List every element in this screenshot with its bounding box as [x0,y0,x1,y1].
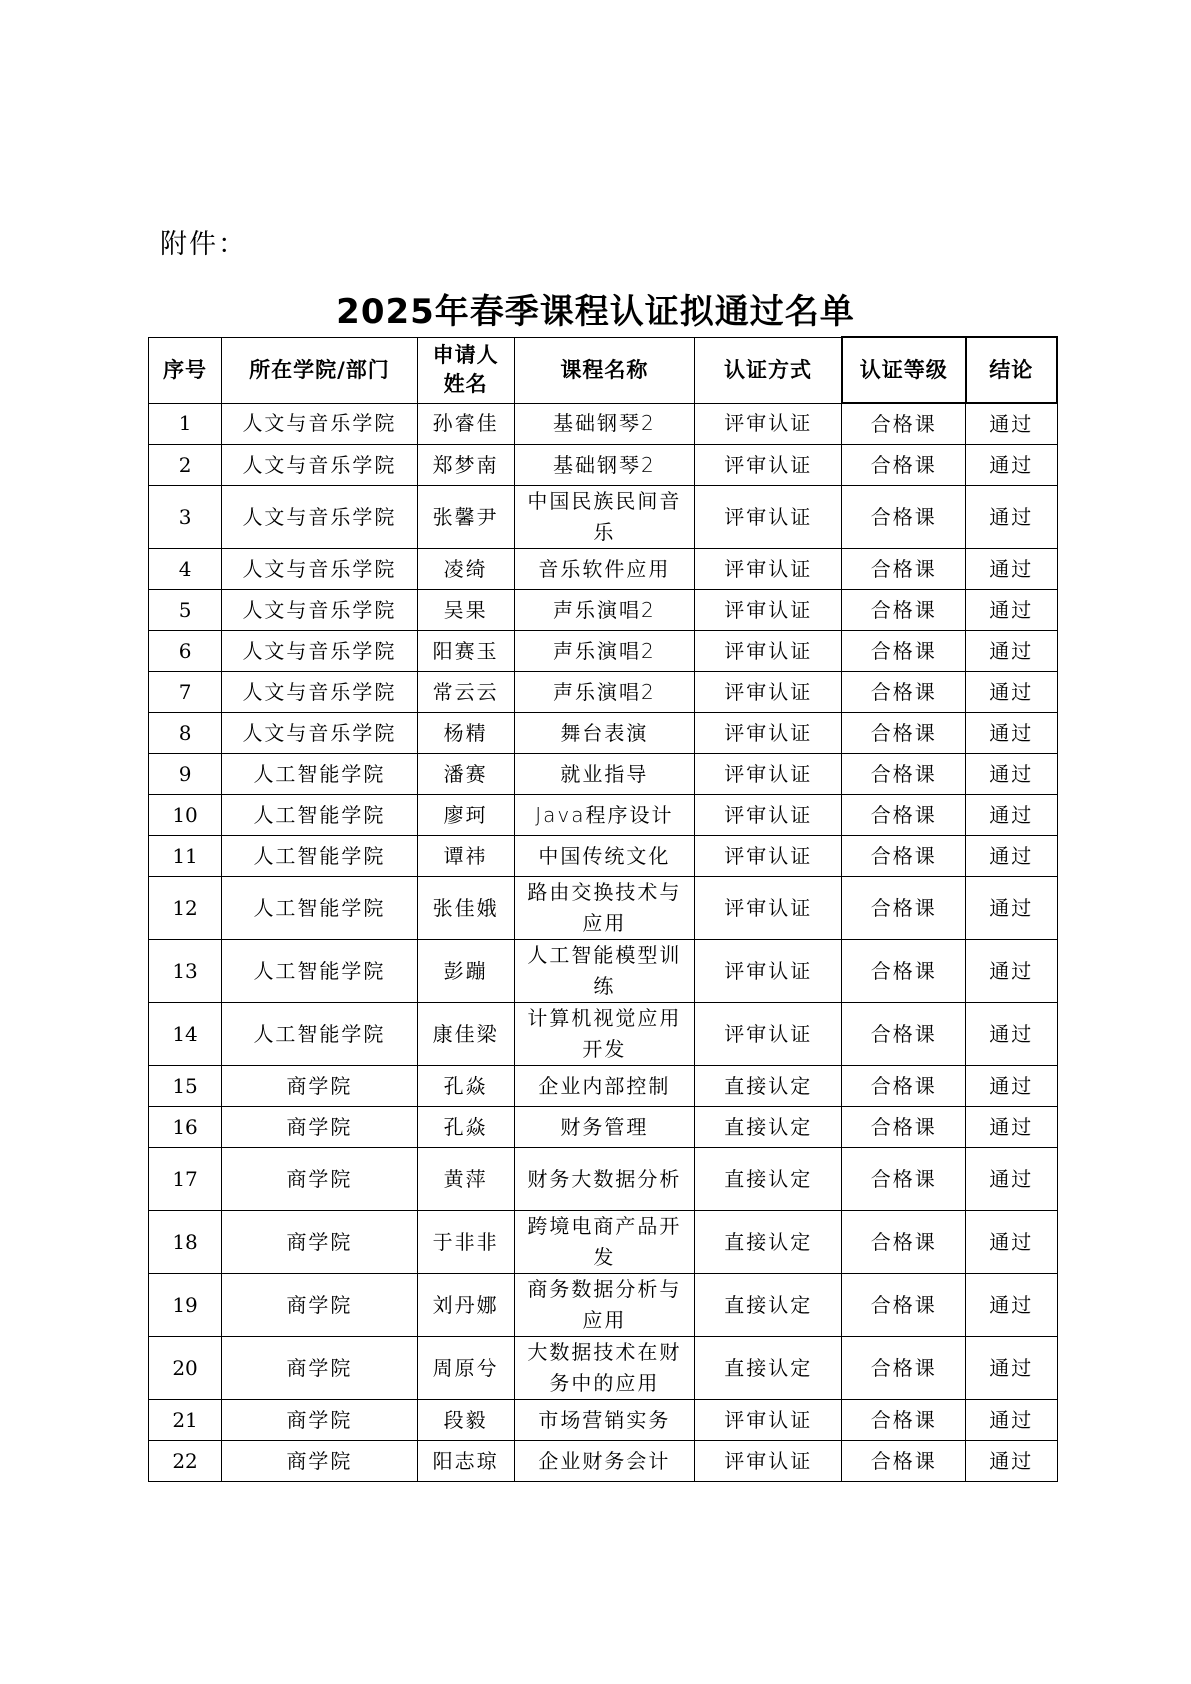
cell-course: 声乐演唱2 [514,590,695,631]
cell-applicant: 周原兮 [417,1337,514,1400]
cell-method: 评审认证 [695,795,842,836]
cell-course: 市场营销实务 [514,1400,695,1441]
cell-serial: 21 [149,1400,222,1441]
cell-method: 评审认证 [695,486,842,549]
table-row [149,486,1058,549]
table-row [149,713,1058,754]
table-row [149,754,1058,795]
table-row [149,795,1058,836]
cell-serial: 6 [149,631,222,672]
cell-college: 人工智能学院 [222,940,418,1003]
cell-result: 通过 [966,486,1057,549]
cell-course: 基础钢琴2 [514,445,695,486]
table-row [149,403,1058,445]
cell-college: 人工智能学院 [222,877,418,940]
table-row [149,1003,1058,1066]
cell-college: 人文与音乐学院 [222,713,418,754]
cell-course: Java程序设计 [514,795,695,836]
cell-course: 大数据技术在财务中的应用 [514,1337,695,1400]
cell-serial: 7 [149,672,222,713]
cell-level: 合格课 [842,1107,966,1148]
cell-result: 通过 [966,1337,1057,1400]
cell-applicant: 常云云 [417,672,514,713]
cell-applicant: 廖珂 [417,795,514,836]
table-header-row [149,337,1058,403]
cell-college: 人文与音乐学院 [222,631,418,672]
header-level: 认证等级 [842,337,966,403]
cell-method: 评审认证 [695,1003,842,1066]
cell-method: 评审认证 [695,631,842,672]
cell-method: 评审认证 [695,549,842,590]
table-row [149,590,1058,631]
cell-serial: 20 [149,1337,222,1400]
table-body [149,403,1058,1482]
cell-applicant: 孔焱 [417,1066,514,1107]
cell-serial: 14 [149,1003,222,1066]
cell-level: 合格课 [842,486,966,549]
cell-method: 评审认证 [695,403,842,445]
table-row [149,1337,1058,1400]
cell-level: 合格课 [842,795,966,836]
cell-serial: 3 [149,486,222,549]
cell-course: 就业指导 [514,754,695,795]
table-row [149,1274,1058,1337]
cell-result: 通过 [966,590,1057,631]
header-serial: 序号 [149,337,222,403]
cell-college: 人文与音乐学院 [222,672,418,713]
table-row [149,1148,1058,1211]
cell-course: 计算机视觉应用开发 [514,1003,695,1066]
cell-serial: 18 [149,1211,222,1274]
cell-result: 通过 [966,631,1057,672]
cell-result: 通过 [966,754,1057,795]
cell-course: 企业内部控制 [514,1066,695,1107]
cell-result: 通过 [966,1066,1057,1107]
cell-course: 路由交换技术与应用 [514,877,695,940]
cell-applicant: 凌绮 [417,549,514,590]
cell-level: 合格课 [842,1003,966,1066]
cell-course: 中国民族民间音乐 [514,486,695,549]
cell-applicant: 于非非 [417,1211,514,1274]
table-row [149,1211,1058,1274]
cell-applicant: 彭蹦 [417,940,514,1003]
cell-applicant: 孔焱 [417,1107,514,1148]
table-row [149,1441,1058,1482]
cell-method: 直接认定 [695,1148,842,1211]
cell-college: 人工智能学院 [222,754,418,795]
cell-college: 人文与音乐学院 [222,403,418,445]
cell-method: 评审认证 [695,713,842,754]
cell-result: 通过 [966,1003,1057,1066]
certification-table [148,336,1058,1482]
cell-result: 通过 [966,445,1057,486]
cell-result: 通过 [966,672,1057,713]
table-row [149,940,1058,1003]
attachment-label: 附件： [160,229,247,260]
cell-course: 基础钢琴2 [514,403,695,445]
header-method: 认证方式 [695,337,842,403]
cell-course: 财务管理 [514,1107,695,1148]
cell-level: 合格课 [842,403,966,445]
cell-level: 合格课 [842,1400,966,1441]
cell-level: 合格课 [842,445,966,486]
cell-serial: 1 [149,403,222,445]
cell-applicant: 刘丹娜 [417,1274,514,1337]
cell-course: 声乐演唱2 [514,672,695,713]
cell-applicant: 张馨尹 [417,486,514,549]
cell-method: 直接认定 [695,1337,842,1400]
table-row [149,1107,1058,1148]
header-course: 课程名称 [514,337,695,403]
cell-serial: 16 [149,1107,222,1148]
cell-level: 合格课 [842,1274,966,1337]
cell-serial: 8 [149,713,222,754]
cell-level: 合格课 [842,631,966,672]
cell-serial: 22 [149,1441,222,1482]
cell-serial: 2 [149,445,222,486]
cell-college: 商学院 [222,1066,418,1107]
cell-level: 合格课 [842,590,966,631]
cell-level: 合格课 [842,1441,966,1482]
cell-applicant: 阳赛玉 [417,631,514,672]
cell-level: 合格课 [842,1066,966,1107]
cell-result: 通过 [966,877,1057,940]
cell-college: 人文与音乐学院 [222,445,418,486]
cell-course: 商务数据分析与应用 [514,1274,695,1337]
cell-college: 人工智能学院 [222,1003,418,1066]
cell-method: 直接认定 [695,1211,842,1274]
cell-applicant: 孙睿佳 [417,403,514,445]
cell-result: 通过 [966,1441,1057,1482]
cell-result: 通过 [966,795,1057,836]
table-row [149,1400,1058,1441]
header-college: 所在学院/部门 [222,337,418,403]
cell-result: 通过 [966,940,1057,1003]
cell-applicant: 潘赛 [417,754,514,795]
table-row [149,445,1058,486]
cell-applicant: 谭祎 [417,836,514,877]
cell-result: 通过 [966,1274,1057,1337]
cell-serial: 17 [149,1148,222,1211]
cell-serial: 15 [149,1066,222,1107]
cell-result: 通过 [966,1148,1057,1211]
cell-college: 人文与音乐学院 [222,590,418,631]
table-row [149,631,1058,672]
cell-method: 直接认定 [695,1066,842,1107]
cell-course: 财务大数据分析 [514,1148,695,1211]
cell-method: 评审认证 [695,836,842,877]
cell-course: 声乐演唱2 [514,631,695,672]
cell-applicant: 段毅 [417,1400,514,1441]
cell-applicant: 阳志琼 [417,1441,514,1482]
cell-level: 合格课 [842,940,966,1003]
table-row [149,877,1058,940]
cell-college: 人工智能学院 [222,836,418,877]
cell-course: 舞台表演 [514,713,695,754]
header-applicant: 申请人姓名 [417,337,514,403]
cell-serial: 9 [149,754,222,795]
cell-course: 跨境电商产品开发 [514,1211,695,1274]
cell-method: 评审认证 [695,877,842,940]
cell-method: 评审认证 [695,1441,842,1482]
cell-college: 商学院 [222,1337,418,1400]
cell-applicant: 康佳梁 [417,1003,514,1066]
table-row [149,836,1058,877]
cell-result: 通过 [966,403,1057,445]
cell-college: 商学院 [222,1400,418,1441]
cell-method: 评审认证 [695,1400,842,1441]
cell-serial: 12 [149,877,222,940]
table-row [149,1066,1058,1107]
table-row [149,549,1058,590]
document-title: 2025年春季课程认证拟通过名单 [336,292,855,332]
cell-course: 企业财务会计 [514,1441,695,1482]
cell-result: 通过 [966,713,1057,754]
cell-college: 商学院 [222,1148,418,1211]
cell-applicant: 郑梦南 [417,445,514,486]
cell-college: 商学院 [222,1211,418,1274]
cell-course: 音乐软件应用 [514,549,695,590]
cell-result: 通过 [966,1107,1057,1148]
cell-applicant: 黄萍 [417,1148,514,1211]
cell-result: 通过 [966,1400,1057,1441]
cell-college: 人文与音乐学院 [222,486,418,549]
cell-college: 商学院 [222,1274,418,1337]
cell-level: 合格课 [842,713,966,754]
cell-method: 直接认定 [695,1107,842,1148]
cell-result: 通过 [966,1211,1057,1274]
cell-method: 评审认证 [695,445,842,486]
cell-course: 中国传统文化 [514,836,695,877]
cell-serial: 5 [149,590,222,631]
cell-method: 评审认证 [695,590,842,631]
cell-serial: 10 [149,795,222,836]
cell-level: 合格课 [842,672,966,713]
cell-level: 合格课 [842,549,966,590]
cell-serial: 11 [149,836,222,877]
cell-level: 合格课 [842,1337,966,1400]
cell-method: 评审认证 [695,672,842,713]
cell-result: 通过 [966,549,1057,590]
table-row [149,672,1058,713]
cell-course: 人工智能模型训练 [514,940,695,1003]
header-result: 结论 [966,337,1057,403]
cell-method: 直接认定 [695,1274,842,1337]
cell-result: 通过 [966,836,1057,877]
cell-level: 合格课 [842,1211,966,1274]
cell-college: 人工智能学院 [222,795,418,836]
cell-applicant: 吴果 [417,590,514,631]
cell-college: 商学院 [222,1107,418,1148]
cell-applicant: 张佳娥 [417,877,514,940]
cell-level: 合格课 [842,877,966,940]
cell-method: 评审认证 [695,754,842,795]
cell-serial: 4 [149,549,222,590]
cell-level: 合格课 [842,754,966,795]
cell-serial: 19 [149,1274,222,1337]
cell-college: 商学院 [222,1441,418,1482]
cell-level: 合格课 [842,836,966,877]
cell-level: 合格课 [842,1148,966,1211]
cell-method: 评审认证 [695,940,842,1003]
cell-college: 人文与音乐学院 [222,549,418,590]
cell-serial: 13 [149,940,222,1003]
cell-applicant: 杨精 [417,713,514,754]
